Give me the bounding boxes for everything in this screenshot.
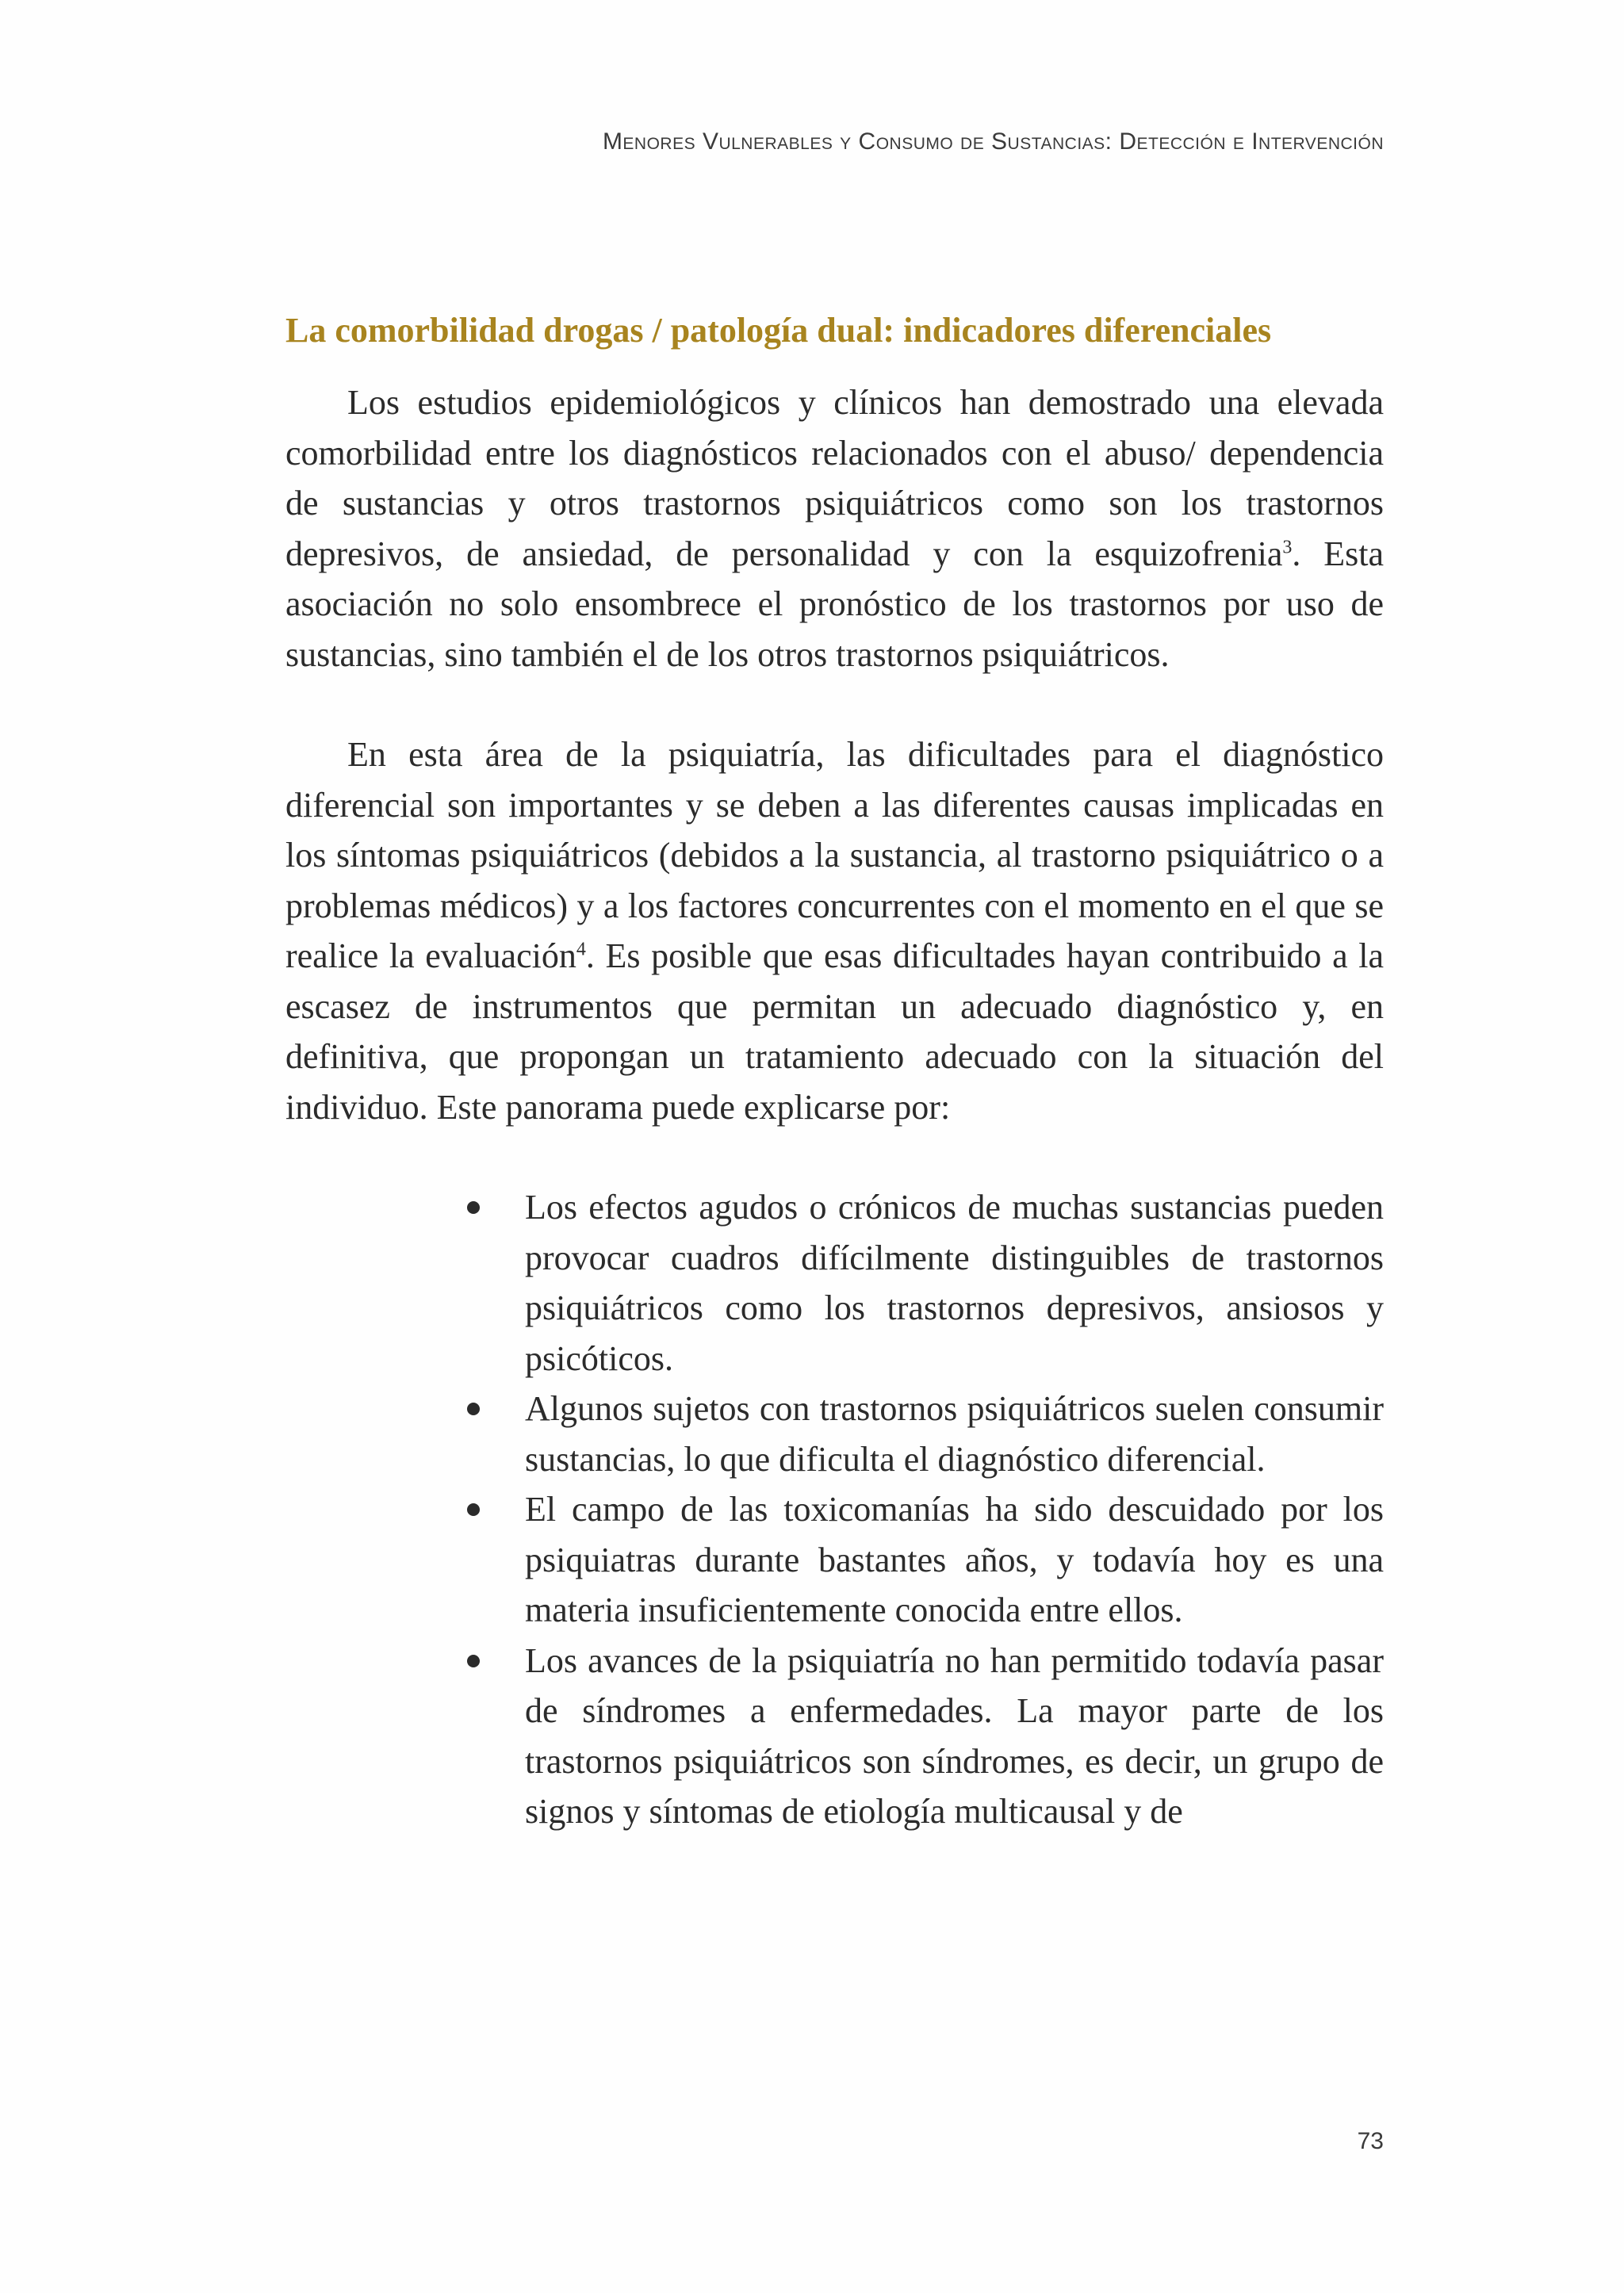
- bullet-dot-icon: [467, 1201, 480, 1214]
- list-item-text: Algunos sujetos con trastornos psiquiátricos suelen consumir sustancias, lo que dificulta el diagnóstico diferencial.: [525, 1389, 1384, 1479]
- body-content: [285, 377, 1384, 1837]
- footnote-ref-4: 4: [576, 939, 586, 960]
- paragraph-2: [285, 729, 1384, 1132]
- list-item-text: El campo de las toxicomanías ha sido descuidado por los psiquiatras durante bastantes años, y todavía hoy es una materia insuficientemente conocida entre ellos.: [525, 1490, 1384, 1629]
- paragraph-1-text-cont: . Esta asociación no solo ensombrece el pronóstico de los trastornos por uso de sustancias, sino también el de los otros trastornos psiquiátricos.: [285, 534, 1384, 674]
- bullet-dot-icon: [467, 1655, 480, 1667]
- running-header: Menores Vulnerables y Consumo de Sustancias: Detección e Intervención: [602, 128, 1384, 155]
- list-item-text: Los avances de la psiquiatría no han permitido todavía pasar de síndromes a enfermedades. La mayor parte de los trastornos psiquiátricos son síndromes, es decir, un grupo de signos y síntomas de etiología multicausal y de: [525, 1640, 1384, 1831]
- page-number: 73: [1357, 2128, 1384, 2154]
- paragraph-1: [285, 377, 1384, 679]
- paragraph-1-text: Los estudios epidemiológicos y clínicos han demostrado una elevada comorbilidad entre los diagnósticos relacionados con el abuso/ dependencia de sustancias y otros trastornos psiquiátricos como son los trastornos depresivos, de ansiedad, de personalidad y con la esquizofrenia: [285, 383, 1384, 573]
- bullet-dot-icon: [467, 1503, 480, 1516]
- paragraph-2-text: En esta área de la psiquiatría, las dificultades para el diagnóstico diferencial son importantes y se deben a las diferentes causas implicadas en los síntomas psiquiátricos (debidos a la sustancia, al trastorno psiquiátrico o a problemas médicos) y a los factores concurrentes con el momento en el que se realice la evaluación: [285, 735, 1384, 975]
- bullet-list: [285, 1182, 1384, 1837]
- footnote-ref-3: 3: [1282, 536, 1293, 557]
- section-title: La comorbilidad drogas / patología dual: indicadores diferenciales: [285, 310, 1272, 350]
- paragraph-2-text-cont: . Es posible que esas dificultades hayan contribuido a la escasez de instrumentos que permitan un adecuado diagnóstico y, en definitiva, que propongan un tratamiento adecuado con la situación del individuo. Este panorama puede explicarse por:: [285, 936, 1384, 1127]
- list-item: [525, 1182, 1384, 1384]
- list-item: [525, 1636, 1384, 1837]
- list-item: [525, 1384, 1384, 1484]
- list-item: [525, 1484, 1384, 1636]
- list-item-text: Los efectos agudos o crónicos de muchas sustancias pueden provocar cuadros difícilmente distinguibles de trastornos psiquiátricos como los trastornos depresivos, ansiosos y psicóticos.: [525, 1188, 1384, 1378]
- bullet-dot-icon: [467, 1403, 480, 1415]
